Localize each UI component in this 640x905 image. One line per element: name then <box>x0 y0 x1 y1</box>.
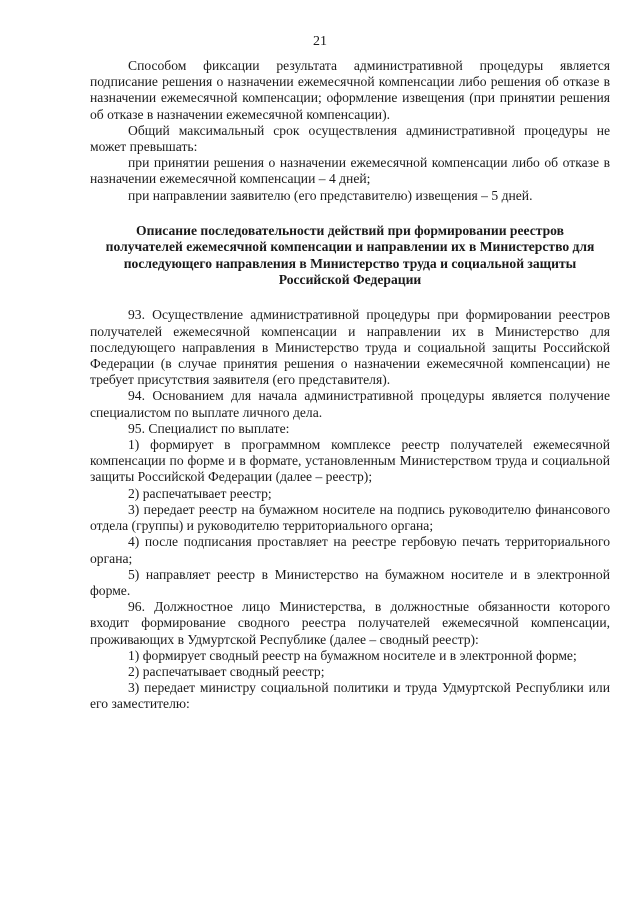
paragraph: 95. Специалист по выплате: <box>128 420 290 436</box>
paragraph: Общий максимальный срок осуществления административной процедуры не может превышать: <box>90 122 610 155</box>
page-content <box>90 58 610 713</box>
paragraph: 96. Должностное лицо Министерства, в должностные обязанности которого входит формирование сводного реестра получателей ежемесячной компенсации, проживающих в Удмуртской Республике (далее – сводный реестр): <box>90 599 610 647</box>
list-item: 1) формирует сводный реестр на бумажном носителе и в электронной форме; <box>128 647 577 663</box>
list-item: 3) передает министру социальной политики и труда Удмуртской Республики или его заместителю: <box>90 680 610 712</box>
paragraph: при принятии решения о назначении ежемесячной компенсации либо об отказе в назначении ежемесячной компенсации – 4 дней; <box>90 155 610 187</box>
page-number: 21 <box>313 34 327 49</box>
list-item: 2) распечатывает реестр; <box>128 485 272 501</box>
list-item: 5) направляет реестр в Министерство на бумажном носителе и в электронной форме. <box>90 566 610 598</box>
paragraph: 93. Осуществление административной процедуры при формировании реестров получателей ежемесячной компенсации и направлении их в Министерство для последующего направления в Министерство труда и социальной защиты Российской Федерации (в случае принятия решения о назначении ежемесячной компенсации) не требует присутствия заявителя (его представителя). <box>90 307 610 388</box>
spacer <box>90 204 610 223</box>
spacer <box>90 288 610 307</box>
section-heading: Описание последовательности действий при формировании реестров получателей ежемесячной компенсации и направлении их в Министерство для последующего направления в Министерство труда и социальной защиты Российской Федерации <box>105 222 595 288</box>
list-item: 1) формирует в программном комплексе реестр получателей ежемесячной компенсации по форме и в формате, установленным Министерством труда и социальной защиты Российской Федерации (далее – реестр); <box>90 437 610 485</box>
list-item: 4) после подписания проставляет на реестре гербовую печать территориального органа; <box>90 534 610 566</box>
list-item: 3) передает реестр на бумажном носителе на подпись руководителю финансового отдела (группы) и руководителю территориального органа; <box>90 501 610 534</box>
paragraph: при направлении заявителю (его представителю) извещения – 5 дней. <box>128 187 533 203</box>
paragraph: Способом фиксации результата административной процедуры является подписание решения о назначении ежемесячной компенсации либо решения об отказе в назначении ежемесячной компенсации; оформление извещения (при принятии решения об отказе в назначении ежемесячной компенсации). <box>90 58 610 122</box>
list-item: 2) распечатывает сводный реестр; <box>128 663 325 679</box>
paragraph: 94. Основанием для начала административной процедуры является получение специалистом по выплате личного дела. <box>90 388 610 420</box>
